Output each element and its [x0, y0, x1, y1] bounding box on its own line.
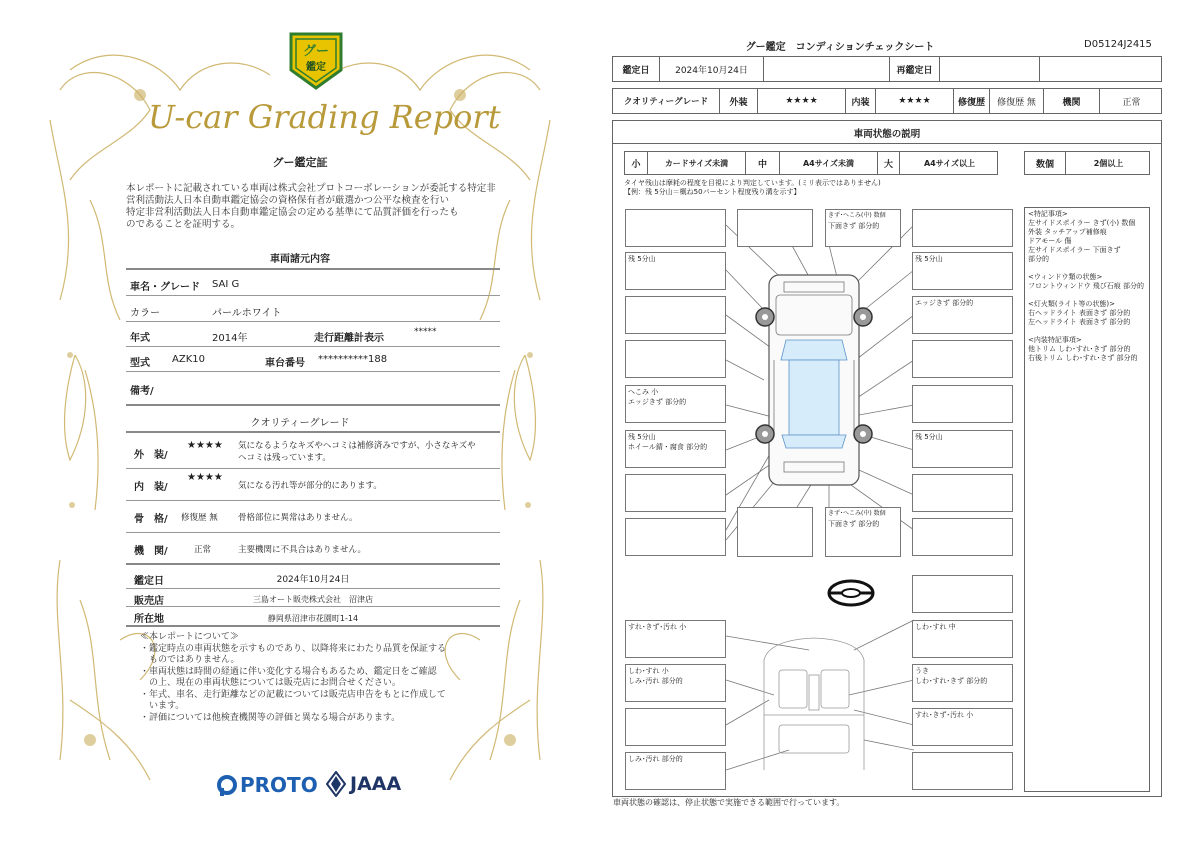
note-text: 残 5分山: [915, 255, 943, 263]
shop-value: 三島オート販売株式会社 沼津店: [253, 595, 373, 604]
note-text: 下面きず 部分的: [828, 222, 880, 230]
special-line: フロントウィンドウ 飛び石痕 部分的: [1028, 282, 1145, 290]
badge-bottom-text: 鑑定: [306, 62, 326, 73]
intro-line: 本レポートに記載されている車両は株式会社プロトコーポレーションが委託する特定非: [126, 183, 496, 194]
divider: [126, 625, 500, 627]
script-title: U-car Grading Report: [148, 98, 501, 136]
section-title: 車両状態の説明: [853, 129, 921, 140]
exterior-label: 外 装/: [134, 450, 168, 461]
note-box-rear-center-left: [737, 507, 813, 557]
model-value: AZK10: [172, 354, 205, 365]
tire-note-line: 【例：残 5分山＝概ね50パーセント程度残り溝を示す】: [624, 188, 801, 196]
divider: [126, 431, 500, 433]
note-text: しみ･汚れ 部分的: [628, 677, 683, 685]
interior-outline: [764, 638, 864, 770]
special-line: 左サイドスポイラー 下面きず: [1028, 246, 1121, 254]
divider: [126, 588, 500, 589]
count-desc: 2個以上: [1065, 152, 1151, 174]
note-box-interior-bottom-right: [912, 752, 1013, 790]
special-line: 部分的: [1028, 255, 1049, 263]
note-box-interior-mid-right: [912, 664, 1013, 702]
note-box-right-5: [912, 474, 1013, 512]
note-box-left-front-tire: [625, 252, 726, 290]
exterior-text-line: ヘコミは残っています。: [238, 453, 331, 463]
divider: [126, 404, 500, 406]
divider: [126, 268, 500, 270]
note-text: エッジきず 部分的: [628, 398, 687, 406]
note-text: すれ･きず･汚れ 小: [628, 623, 687, 631]
frame-text: 骨格部位に異常はありません。: [238, 513, 358, 523]
tire-note: [624, 179, 881, 197]
address-value: 静岡県沼津市花園町1-14: [267, 614, 359, 623]
note-text: 残 5分山: [628, 255, 656, 263]
frame-value: 修復歴 無: [181, 513, 218, 523]
special-line: 左サイドスポイラー きず(小) 数個: [1028, 219, 1136, 227]
badge-top-text: グー: [302, 44, 329, 59]
note-line: ・評価については他検査機関等の評価と異なる場合があります。: [140, 712, 401, 723]
frame-label: 骨 格/: [134, 514, 168, 525]
special-line: <特記事項>: [1028, 210, 1068, 218]
divider: [126, 606, 500, 607]
interior-label: 内 装/: [134, 482, 168, 493]
note-text: しわ･すれ･きず 部分的: [915, 677, 988, 685]
intro-line: 営利活動法人日本自動車鑑定協会の資格保有者が厳選かつ公平な検査を行い: [126, 195, 450, 206]
intro-line: のであることを証明する。: [126, 219, 241, 230]
divider: [612, 143, 1162, 144]
proto-logo-text: PROTO: [240, 773, 318, 797]
tire-note-line: タイヤ残山は摩耗の程度を目視により判定しています。(ミリ表示ではありません): [624, 179, 881, 187]
interior-text: 気になる汚れ等が部分的にあります。: [238, 481, 382, 491]
document-id: D05124J2415: [1084, 39, 1152, 50]
note-text: 残 5分山: [915, 433, 943, 441]
ext-stars: ★★★★: [757, 89, 845, 113]
car-body: [769, 275, 859, 485]
proto-mark-icon: [216, 774, 238, 796]
report-notes: [140, 632, 500, 724]
mileage-value: *****: [414, 327, 437, 337]
exterior-text-line: 気になるようなキズやヘコミは補修済みですが、小さなキズや: [238, 441, 476, 451]
special-line: [1028, 291, 1146, 300]
goo-appraisal-badge: [287, 30, 345, 92]
address-label: 所在地: [134, 614, 164, 625]
size-legend: [624, 151, 998, 175]
size-small-desc: カードサイズ未満: [647, 152, 745, 174]
note-box-rear-left: [625, 518, 726, 556]
note-text: きず･へこみ(中) 数個: [828, 212, 886, 219]
repair-value: 修復歴 無: [989, 89, 1043, 113]
divider: [126, 371, 500, 372]
note-box-interior-bottom-left: [625, 752, 726, 790]
engine-value: 正常: [194, 545, 212, 555]
special-line: 右後トリム しわ･すれ･きず 部分的: [1028, 354, 1138, 362]
note-box-front-center-left: [737, 209, 813, 247]
mileage-label: 走行距離計表示: [314, 333, 384, 344]
special-line: [1028, 327, 1146, 336]
redate-blank: [1039, 57, 1163, 81]
engine-value: 正常: [1099, 89, 1163, 113]
int-stars: ★★★★: [875, 89, 953, 113]
shop-label: 販売店: [134, 596, 164, 607]
car-name-value: SAI G: [212, 279, 240, 290]
note-box-left-rear-tire: [625, 430, 726, 468]
appraisal-date-value: 2024年10月24日: [276, 575, 350, 585]
quality-section-title: クオリティーグレード: [250, 418, 350, 429]
sheet-title: グー鑑定 コンディションチェックシート: [745, 42, 935, 53]
redate-label: 再鑑定日: [889, 57, 939, 81]
note-text: きず･へこみ(中) 数個: [828, 510, 886, 517]
special-line: <内装特記事項>: [1028, 336, 1082, 344]
chassis-value: **********188: [318, 354, 388, 365]
note-line: ・年式、車名、走行距離などの記載については販売店申告をもとに作成して: [140, 689, 446, 700]
engine-label: 機関: [1043, 89, 1099, 113]
special-line: 右ヘッドライト 表面きず 部分的: [1028, 309, 1131, 317]
divider: [126, 468, 500, 469]
note-box-front-right-top: [912, 209, 1013, 247]
special-notes-panel: [1024, 207, 1150, 792]
divider: [126, 532, 500, 533]
footer-note: 車両状態の確認は、停止状態で実施できる範囲で行っています。: [613, 798, 845, 807]
size-small: 小: [631, 159, 641, 170]
note-text: ホイール錆・腐食 部分的: [628, 443, 708, 451]
note-text: しみ･汚れ 部分的: [628, 755, 683, 763]
count-legend: [1024, 151, 1150, 175]
date-row: [612, 56, 1162, 82]
jaaa-logo: [326, 768, 401, 800]
special-line: <ウィンドウ類の状態>: [1028, 273, 1103, 281]
size-medium: 中: [745, 152, 779, 174]
size-large: 大: [877, 152, 899, 174]
engine-label: 機 関/: [134, 546, 168, 557]
redate-value: [939, 57, 1039, 81]
note-box-interior-top-left: [625, 620, 726, 658]
note-box-front-center: [825, 209, 901, 247]
note-box-steering: [912, 575, 1013, 613]
special-line: <灯火類(ライト等の状態)>: [1028, 300, 1115, 308]
count-label: 数個: [1035, 159, 1054, 170]
note-text: すれ･きず･汚れ 小: [915, 711, 974, 719]
note-box-right-rear-tire: [912, 430, 1013, 468]
special-line: [1028, 264, 1146, 273]
model-label: 型式: [130, 358, 150, 369]
note-box-right-front-tire: [912, 252, 1013, 290]
note-box-left-2: [625, 296, 726, 334]
note-line: の上、現在の車両状態については販売店にお問合せください。: [140, 678, 401, 688]
note-box-front-left-top: [625, 209, 726, 247]
note-box-rear-right: [912, 518, 1013, 556]
date-label: 鑑定日: [622, 65, 650, 76]
jaaa-mark-icon: [326, 771, 346, 797]
car-name-label: 車名・グレード: [130, 282, 200, 293]
special-line: 外装 タッチアップ補修痕: [1028, 228, 1107, 236]
special-line: 他トリム しわ･すれ･きず 部分的: [1028, 345, 1131, 353]
note-line: ものではありません。: [140, 655, 240, 665]
divider: [126, 500, 500, 501]
divider: [126, 563, 500, 565]
notes-title: ≪本レポートについて≫: [140, 632, 239, 642]
condition-check-sheet: [600, 0, 1200, 848]
note-box-left-side: [625, 385, 726, 423]
color-value: パールホワイト: [212, 308, 282, 319]
ext-label: 外装: [719, 89, 757, 113]
exterior-text: [238, 440, 476, 464]
note-box-right-3: [912, 340, 1013, 378]
appraisal-date-label: 鑑定日: [134, 576, 164, 587]
note-text: へこみ 小: [628, 388, 659, 396]
note-text: エッジきず 部分的: [915, 299, 974, 307]
year-label: 年式: [130, 333, 150, 344]
note-text: しわ･すれ 中: [915, 623, 956, 631]
note-line: います。: [140, 701, 185, 711]
jaaa-logo-text: JAAA: [350, 773, 402, 795]
exterior-stars: ★★★★: [187, 440, 223, 451]
note-box-right-edge: [912, 296, 1013, 334]
note-text: 下面きず 部分的: [828, 520, 880, 528]
int-label: 内装: [845, 89, 875, 113]
repair-label: 修復歴: [953, 89, 989, 113]
spec-section-title: 車両諸元内容: [270, 254, 330, 265]
proto-logo: [216, 770, 318, 800]
interior-stars: ★★★★: [187, 472, 223, 483]
note-box-right-4: [912, 385, 1013, 423]
grade-row: [612, 88, 1162, 114]
intro-line: 特定非営利活動法人日本自動車鑑定協会の定める基準にて品質評価を行ったも: [126, 207, 459, 218]
divider: [126, 321, 500, 322]
color-label: カラー: [130, 308, 160, 319]
note-box-rear-center: [825, 507, 901, 557]
chassis-label: 車台番号: [265, 358, 305, 369]
interior-leader-lines: [726, 620, 914, 770]
note-text: しわ･すれ 小: [628, 667, 669, 675]
note-box-interior-top-right: [912, 620, 1013, 658]
note-line: ・車両状態は時間の経過に伴い変化する場合もあるため、鑑定日をご確認: [140, 666, 437, 677]
note-text: 残 5分山: [628, 433, 656, 441]
year-value: 2014年: [212, 333, 248, 344]
certificate-intro: [126, 183, 506, 231]
note-box-interior-mid-left: [625, 664, 726, 702]
divider: [126, 295, 500, 296]
note-box-left-3: [625, 340, 726, 378]
grade-label: クオリティーグレード: [623, 97, 709, 107]
special-line: ドアモール 傷: [1028, 237, 1072, 245]
certificate-title: グー鑑定証: [272, 156, 328, 169]
engine-text: 主要機関に不具合はありません。: [238, 545, 367, 555]
note-line: ・鑑定時点の車両状態を示すものであり、以降将来にわたり品質を保証する: [140, 643, 447, 654]
note-box-interior-right-3: [912, 708, 1013, 746]
date-value: 2024年10月24日: [659, 57, 763, 81]
note-box-interior-left-3: [625, 708, 726, 746]
size-medium-desc: A4サイズ未満: [779, 152, 877, 174]
remarks-label: 備考/: [130, 386, 154, 397]
divider: [126, 346, 500, 347]
date-blank: [763, 57, 889, 81]
note-box-left-5: [625, 474, 726, 512]
note-text: うき: [915, 667, 929, 675]
size-large-desc: A4サイズ以上: [899, 152, 999, 174]
special-line: 左ヘッドライト 表面きず 部分的: [1028, 318, 1131, 326]
